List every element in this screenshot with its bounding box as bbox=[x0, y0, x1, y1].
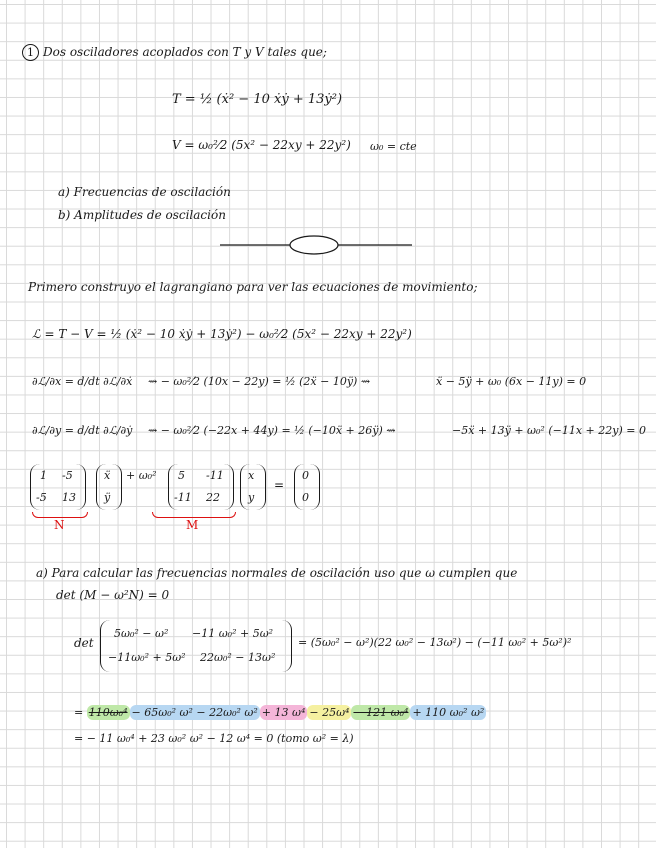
section-divider bbox=[220, 234, 412, 256]
vector-position-x: x bbox=[248, 469, 255, 482]
intro-text: Primero construyo el lagrangiano para ver las ecuaciones de movimiento; bbox=[28, 280, 478, 294]
part-a-solution-line1: a) Para calcular las frecuencias normales de oscilación uso que ω cumplen que bbox=[36, 566, 518, 580]
matrix-equals: = bbox=[274, 478, 285, 492]
vector-zero-1: 0 bbox=[302, 469, 309, 482]
vector-position-y: y bbox=[248, 491, 255, 504]
euler-lagrange-x-mid: ⇝ − ω₀²⁄2 (10x − 22y) = ½ (2ẍ − 10ÿ) ⇝ bbox=[148, 375, 371, 388]
problem-statement: Dos osciladores acoplados con T y V tales que; bbox=[43, 45, 327, 59]
matrix-M-21: -11 bbox=[174, 491, 192, 504]
matrix-M-12: -11 bbox=[206, 469, 224, 482]
label-N: N bbox=[54, 518, 65, 532]
matrix-N-21: -5 bbox=[36, 491, 47, 504]
det-cell-21: −11ω₀² + 5ω² bbox=[108, 651, 186, 664]
matrix-M-22: 22 bbox=[206, 491, 220, 504]
kinetic-energy-eq: T = ½ (ẋ² − 10 ẋẏ + 13ẏ²) bbox=[172, 92, 343, 107]
det-label: det bbox=[74, 636, 94, 650]
det-cell-22: 22ω₀² − 13ω² bbox=[200, 651, 276, 664]
characteristic-equation: = − 11 ω₀⁴ + 23 ω₀² ω² − 12 ω⁴ = 0 (tomo ω² = λ) bbox=[74, 732, 354, 745]
potential-energy-eq: V = ω₀²⁄2 (5x² − 22xy + 22y²) bbox=[172, 138, 351, 152]
matrix-M-11: 5 bbox=[178, 469, 185, 482]
part-a-label: a) Frecuencias de oscilación bbox=[58, 185, 231, 199]
vector-zero-2: 0 bbox=[302, 491, 309, 504]
vector-accel-x: ẍ bbox=[104, 469, 111, 482]
det-result: = (5ω₀² − ω²)(22 ω₀² − 13ω²) − (−11 ω₀² + 5ω²)² bbox=[298, 636, 572, 649]
euler-lagrange-y-lhs: ∂ℒ/∂y = d/dt ∂ℒ/∂ẏ bbox=[32, 424, 133, 437]
problem-number: 1 bbox=[22, 44, 39, 61]
plus-w0-squared: + ω₀² bbox=[126, 469, 157, 482]
expansion-term-3: + 13 ω⁴ bbox=[261, 706, 306, 719]
vector-accel-y: ÿ bbox=[104, 491, 111, 504]
euler-lagrange-x-result: ẍ − 5ÿ + ω₀ (6x − 11y) = 0 bbox=[436, 375, 587, 388]
expansion-equals: = bbox=[74, 706, 84, 719]
part-a-solution-line2: det (M − ω²N) = 0 bbox=[56, 588, 170, 602]
expansion-term-5: − 121 ω₀⁴ bbox=[353, 706, 409, 719]
euler-lagrange-x-lhs: ∂ℒ/∂x = d/dt ∂ℒ/∂ẋ bbox=[32, 375, 133, 388]
matrix-N-22: 13 bbox=[62, 491, 76, 504]
expansion-term-6: + 110 ω₀² ω² bbox=[412, 706, 485, 719]
lagrangian-eq: ℒ = T − V = ½ (ẋ² − 10 ẋẏ + 13ẏ²) − ω₀²⁄2 (5x² − 22xy + 22y²) bbox=[32, 327, 412, 341]
part-b-label: b) Amplitudes de oscilación bbox=[58, 208, 226, 222]
expansion-line bbox=[74, 706, 486, 719]
matrix-N-12: -5 bbox=[62, 469, 73, 482]
det-cell-11: 5ω₀² − ω² bbox=[114, 627, 169, 640]
expansion-term-4: − 25ω⁴ bbox=[309, 706, 350, 719]
euler-lagrange-y-mid: ⇝ − ω₀²⁄2 (−22x + 44y) = ½ (−10ẍ + 26ÿ) ⇝ bbox=[148, 424, 396, 437]
expansion-term-1: 110ω₀⁴ bbox=[88, 706, 128, 719]
euler-lagrange-y-result: −5ẍ + 13ÿ + ω₀² (−11x + 22y) = 0 bbox=[452, 424, 646, 437]
label-M: M bbox=[186, 518, 199, 532]
matrix-N-11: 1 bbox=[40, 469, 47, 482]
w0-constant: ω₀ = cte bbox=[370, 140, 417, 153]
problem-header bbox=[22, 44, 327, 61]
det-cell-12: −11 ω₀² + 5ω² bbox=[192, 627, 274, 640]
expansion-term-2: − 65ω₀² ω² − 22ω₀² ω² bbox=[131, 706, 258, 719]
